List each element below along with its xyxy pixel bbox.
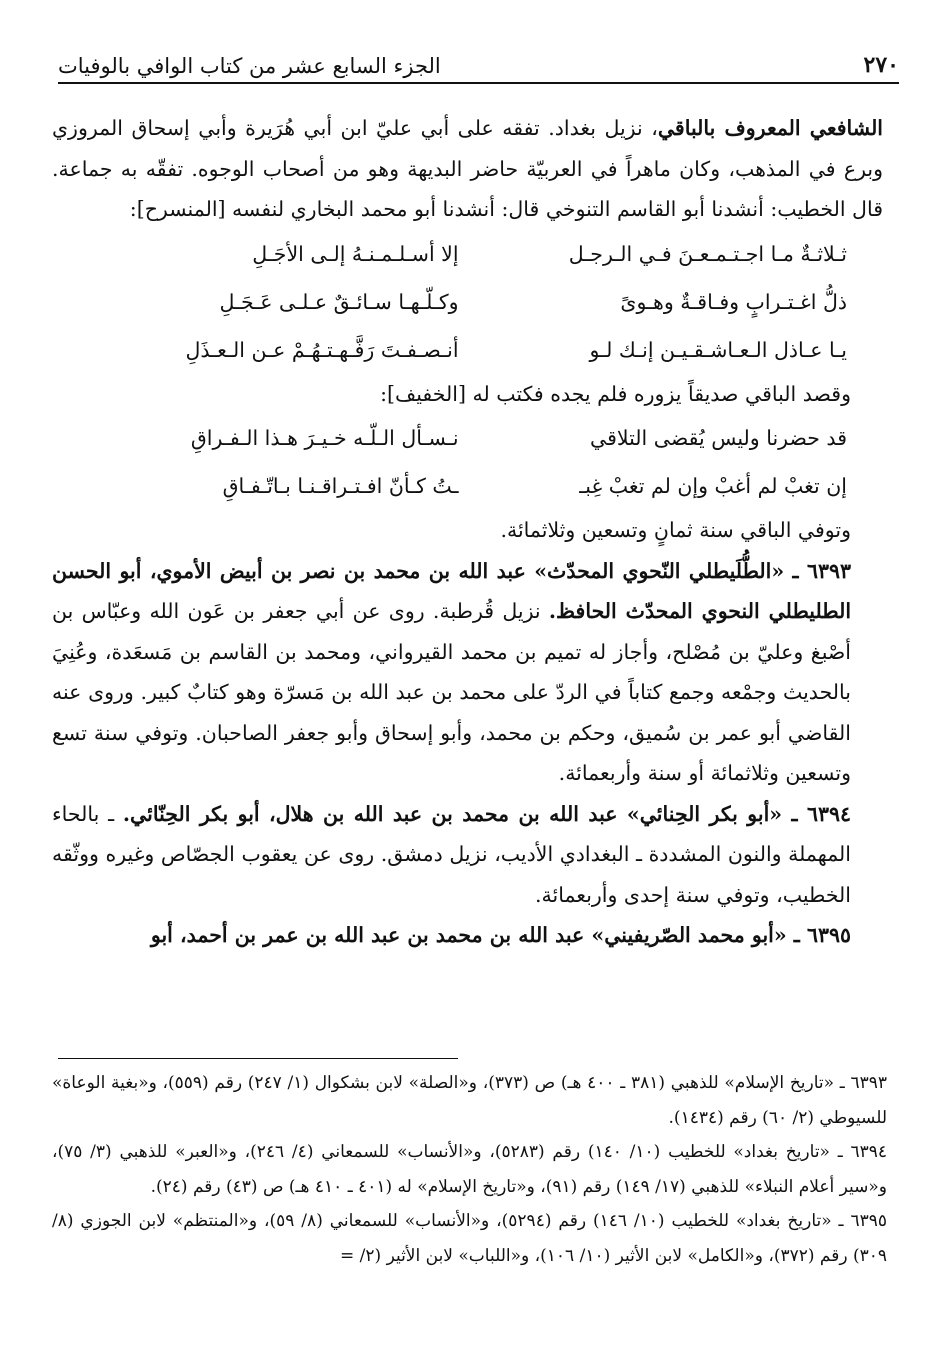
page-number: ٢٧٠ xyxy=(863,52,899,78)
verse-line xyxy=(52,230,883,278)
hemistich-first: يـا عـاذل الـعـاشـقـيـن إنـك لـو xyxy=(589,337,847,362)
running-title: الجزء السابع عشر من كتاب الوافي بالوفيات xyxy=(58,54,441,78)
hemistich-second: وكـلّـهـا سـائـقٌ عـلـى عَـجَـلِ xyxy=(219,289,459,314)
verse-line xyxy=(52,462,883,510)
entry-text: ـ بالحاء المهملة والنون المشددة ـ البغدادي الأديب، نزيل دمشق. روى عن يعقوب الجصّاص وغيره ووثّقه الخطيب، وتوفي سنة إحدى وأربعمائة. xyxy=(52,801,851,907)
name-bold: الشافعي المعروف بالباقي xyxy=(657,116,884,140)
entry-heading: ٦٣٩٣ ـ «الطُّلَيطلي النّحوي المحدّث» عبد الله بن محمد بن نصر بن أبيض الأموي، أبو الحسن الطليطلي النحوي المحدّث الحافظ. xyxy=(52,558,852,623)
main-text xyxy=(52,108,883,956)
verse-line xyxy=(52,414,883,462)
footnote-6393: ٦٣٩٣ ـ «تاريخ الإسلام» للذهبي (٣٨١ ـ ٤٠٠ هـ) ص (٣٧٣)، و«الصلة» لابن بشكوال (١/ ٢٤٧) رقم (٥٥٩)، و«بغية الوعاة» للسيوطي (٢/ ٦٠) رقم (١٤٣٤). xyxy=(52,1073,887,1128)
footnote-separator xyxy=(58,1058,458,1059)
footnote-6395: ٦٣٩٥ ـ «تاريخ بغداد» للخطيب (١٠/ ١٤٦) رقم (٥٢٩٤)، و«الأنساب» للسمعاني (٨/ ٥٩)، و«المنتظم» لابن الجوزي (٨/ ٣٠٩) رقم (٣٧٢)، و«الكامل» لابن الأثير (١٠/ ١٠٦)، و«اللباب» لابن الأثير (٢/ = xyxy=(52,1211,887,1266)
entry-6395 xyxy=(52,915,883,956)
hemistich-first: ثـلاثـةٌ مـا اجـتـمـعـنَ فـي الـرجـل xyxy=(568,241,847,266)
paragraph-death: وتوفي الباقي سنة ثمانٍ وتسعين وثلاثمائة. xyxy=(500,518,851,542)
entry-text: نزيل قُرطبة. روى عن أبي جعفر بن عَون الله وعبّاس بن أصْبغ وعليّ بن مُصْلح، وأجاز له تميم بن محمد القيرواني، ومحمد بن القاسم بن مَسعَدة، وعُنِيَ بالحديث وجمْعه وجمع كتاباً في الردّ على محمد بن عبد الله بن مَسرّة وهو كتابٌ كبير. وروى عنه القاضي أبو عمر بن سُميق، وحكم بن محمد، وأبو إسحاق وأبو جعفر الصاحبان. وتوفي سنة تسع وتسعين وثلاثمائة أو سنة وأربعمائة. xyxy=(52,599,851,785)
hemistich-first: إن تغبْ لم أغبْ وإن لم تغبْ غِبـ xyxy=(579,474,847,498)
paragraph-poem-intro: وقصد الباقي صديقاً يزوره فلم يجده فكتب له [الخفيف]: xyxy=(380,381,851,406)
hemistich-second: أنـصـفـتَ رَفَّـهـتـهُـمْ عـن الـعـذَلِ xyxy=(185,337,459,362)
entry-6394 xyxy=(52,794,883,916)
footnotes xyxy=(52,1066,887,1273)
verse-line xyxy=(52,278,883,326)
verse-line xyxy=(52,326,883,374)
entry-heading: ٦٣٩٤ ـ «أبو بكر الحِنائي» عبد الله بن محمد بن عبد الله بن هلال، أبو بكر الحِنّائي. xyxy=(122,801,851,826)
page-header xyxy=(58,38,899,84)
hemistich-first: قد حضرنا وليس يُقضى التلاقي xyxy=(590,426,847,450)
footnote-6394: ٦٣٩٤ ـ «تاريخ بغداد» للخطيب (١٠/ ١٤٠) رقم (٥٢٨٣)، و«الأنساب» للسمعاني (٤/ ٢٤٦)، و«العبر» للذهبي (٣/ ٧٥)، و«سير أعلام النبلاء» للذهبي (١٧/ ١٤٩) رقم (٩١)، و«تاريخ الإسلام» له (٤٠١ ـ ٤١٠ هـ) ص (٤٣) رقم (٢٤). xyxy=(52,1142,888,1197)
entry-heading: ٦٣٩٥ ـ «أبو محمد الصّريفيني» عبد الله بن محمد بن عبد الله بن عمر بن أحمد، أبو xyxy=(150,923,851,947)
entry-6393 xyxy=(52,551,883,794)
hemistich-second: ـتُ كـأنّ افـتـراقـنـا بـاتّـفـاقِ xyxy=(222,474,459,498)
paragraph-text: ، نزيل بغداد. تفقه على أبي عليّ ابن أبي هُرَيرة وأبي إسحاق المروزي وبرع في المذهب، وكان ماهراً في العربيّة حاضر البديهة وهو من أصحاب الوجوه. تفقّه به جماعة. قال الخطيب: أنشدنا أبو القاسم التنوخي قال: أنشدنا أبو محمد البخاري لنفسه [المنسرح]: xyxy=(52,116,883,221)
hemistich-first: ذلُّ اغـتـرابٍ وفـاقـةٌ وهـوىً xyxy=(620,289,847,314)
hemistich-second: نـسـأل الـلّـه خـيـرَ هـذا الـفـراقِ xyxy=(190,426,459,450)
paragraph-bio-intro xyxy=(52,108,883,230)
hemistich-second: إلا أسـلـمـنـهُ إلـى الأجَـلِ xyxy=(252,241,459,266)
